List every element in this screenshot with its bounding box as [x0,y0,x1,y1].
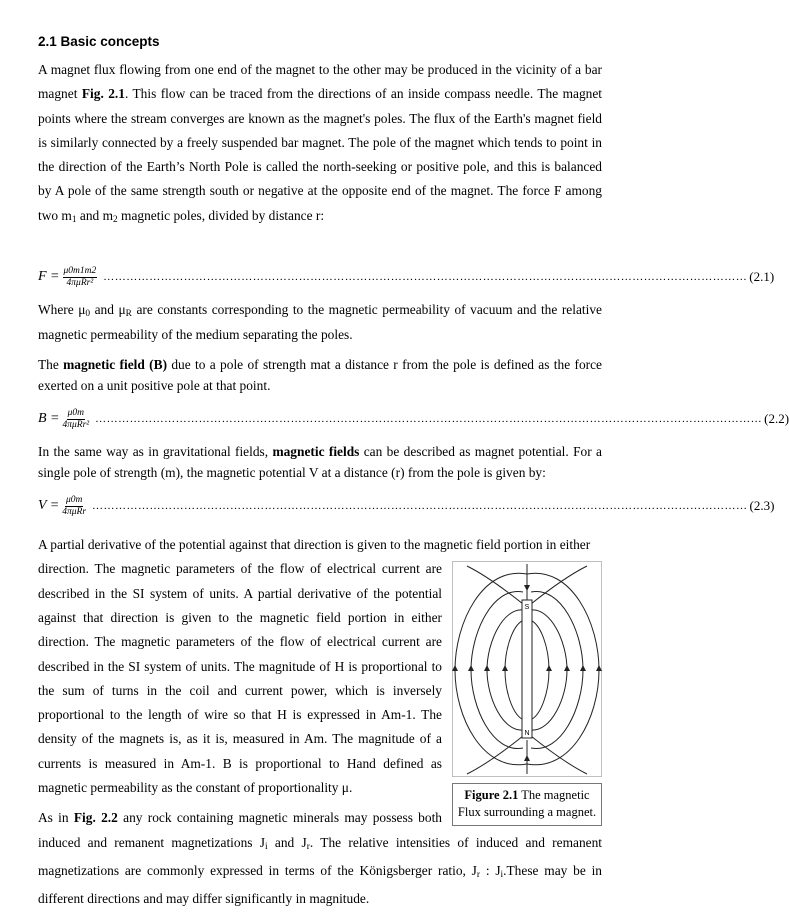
equation-fraction [63,408,90,431]
figure-caption [452,783,602,826]
equation-fraction [63,266,98,289]
figure-ref: Fig. 2.1 [81,86,125,102]
equation-lhs: B = [38,411,60,427]
magnetic-flux-diagram [453,562,601,776]
equation-lhs: F = [38,269,60,285]
pole-label-top: S [524,604,530,612]
equation-2-2 [38,404,789,434]
fraction-denominator: 4πμRr² [62,419,90,430]
term-magnetic-fields: magnetic fields [272,444,360,460]
equation-lhs: V = [38,498,60,514]
paragraph-derivative-first-line: A partial derivative of the potential against that direction is given to the magnetic field portion in either [38,537,591,553]
equation-number: (2.1) [749,269,775,285]
page [38,34,789,912]
term-magnetic-field: magnetic field (B) [63,357,168,373]
equation-fraction [62,495,86,518]
paragraph-intro: A magnet flux flowing from one end of the magnet to the other may be produced in the vicinity of a bar magnet Fig. 2.1. This flow can be traced from the directions of an inside compass needle. The magnet points where the stream converges are known as the magnet's poles. The flux of the Earth's magnet field is similarly connected by a freely suspended bar magnet. The pole of the magnet which tends to point in the direction of the Earth’s North Pole is called the north-seeking or positive pole, and this is balanced by A pole of the same strength south or negative at the opposite end of the magnet. The force F among two $m_1$ and $m_2$ magnetic poles, divided by distance r: [38,62,603,225]
fraction-numerator: μ0m1m2 [63,265,97,276]
fraction-denominator: 4πμRr [62,506,87,517]
caption-text: The magnetic Flux surrounding a magnet. [457,788,597,820]
figure-frame [452,561,602,777]
caption-label: Figure 2.1 [464,788,519,803]
equation-number: (2.3) [749,498,775,514]
bar-magnet [522,600,532,738]
fraction-numerator: μ0m [65,494,83,505]
equation-number: (2.2) [764,411,789,427]
figure-ref: Fig. 2.2 [73,810,118,826]
fraction-numerator: μ0m [67,407,85,418]
leader-dots: ……………………………………………………………………………………………………………………………………………………… [92,500,748,513]
equation-2-1 [38,262,775,292]
paragraph-magnetizations: As in Fig. 2.2 any rock containing magnetic minerals may possess both induced and remanent magnetizations $J_i$ and $J_r$. The relative intensities of induced and remanent magnetizations are commonly expressed in terms of the Königsberger ratio, $J_r$ : $J_i.These$ may be in different directions and may differ significantly in magnitude. [38,806,602,911]
pole-label-bottom: N [524,730,530,738]
paragraph-potential: In the same way as in gravitational fields, magnetic fields can be described as magnet potential. For a single pole of strength (m), the magnetic potential V at a distance (r) from the pole is given by: [38,444,602,480]
paragraph-constants: Where $\mu_0$ and $\mu_R$ are constants corresponding to the magnetic permeability of vacuum and the relative magnetic permeability of the medium separating the poles. [38,302,602,342]
equation-2-3 [38,491,775,521]
figure-2-1 [452,561,602,826]
leader-dots: ………………………………………………………………………………………………………………………………………………………… [95,413,763,426]
paragraph-field-definition: The magnetic field (B) due to a pole of strength mat a distance r from the pole is defined as the force exerted on a unit positive pole at that point. [38,357,602,393]
paragraph-derivative: direction. The magnetic parameters of the flow of electrical current are described in the SI system of units. A partial derivative of the potential against that direction is given to the magnetic field portion in either direction. The magnetic parameters of the flow of electrical current are described in the SI system of units. The magnitude of H is proportional to the sum of turns in the coil and current power, which is inversely proportional to the length of wire so that H is expressed in Am-1. The density of the magnets is, as it is, measured in Am. The magnitude of a currents is measured in Am-1. B is proportional to Hand defined as magnetic permeability as the constant of proportionality μ. [38,561,442,796]
leader-dots: …………………………………………………………………………………………………………………………………………………… [103,271,748,284]
section-heading: 2.1 Basic concepts [38,34,160,49]
text-with-figure [38,533,602,911]
fraction-denominator: 4πμRr² [66,277,94,288]
